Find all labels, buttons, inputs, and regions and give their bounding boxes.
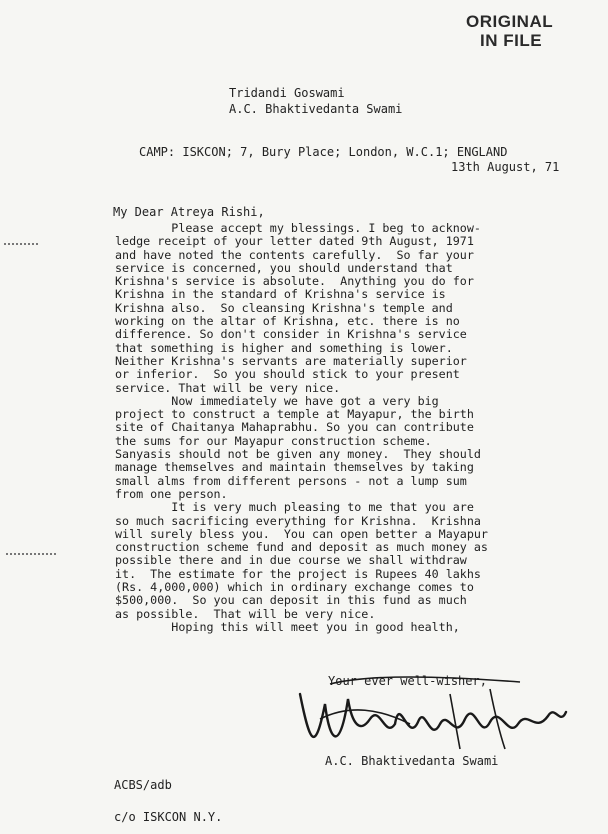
care-of-line: c/o ISKCON N.Y.: [114, 810, 223, 824]
body-line: small alms from different persons - not a lump sum: [115, 473, 467, 488]
body-line: service. That will be very nice.: [115, 380, 341, 395]
body-line: Sanyasis should not be given any money. They should: [115, 447, 481, 462]
body-line: that something is higher and something is lower.: [115, 340, 453, 355]
camp-address: CAMP: ISKCON; 7, Bury Place; London, W.C.1; ENGLAND: [139, 145, 508, 159]
body-line: Krishna in the standard of Krishna's service is: [115, 287, 446, 302]
body-line: It is very much pleasing to me that you are: [115, 500, 474, 515]
body-line: difference. So don't consider in Krishna's service: [115, 327, 467, 342]
body-line: ledge receipt of your letter dated 9th August, 1971: [115, 234, 474, 249]
body-line: site of Chaitanya Mahaprabhu. So you can contribute: [115, 420, 474, 435]
body-line: possible there and in due course we shall withdraw: [115, 553, 467, 568]
typed-signature-name: A.C. Bhaktivedanta Swami: [325, 754, 499, 768]
body-line: will surely bless you. You can open better a Mayapur: [115, 526, 488, 541]
body-line: Krishna also. So cleansing Krishna's temple and: [115, 300, 453, 315]
original-in-file-stamp: [466, 12, 553, 50]
closing: Your ever well-wisher,: [328, 674, 487, 688]
handwritten-signature: [290, 664, 570, 764]
body-line: (Rs. 4,000,000) which in ordinary exchange comes to: [115, 580, 474, 595]
margin-mark: [6, 553, 56, 555]
body-line: Hoping this will meet you in good health,: [115, 619, 460, 634]
body-line: the sums for our Mayapur construction scheme.: [115, 433, 432, 448]
stamp-line-1: ORIGINAL: [466, 12, 554, 31]
body-line: manage themselves and maintain themselves by taking: [115, 460, 474, 475]
letterhead-name: A.C. Bhaktivedanta Swami: [229, 102, 403, 116]
body-line: Neither Krishna's servants are materially superior: [115, 353, 467, 368]
letterhead-title: Tridandi Goswami: [229, 86, 345, 100]
body-line: Please accept my blessings. I beg to acknow-: [115, 221, 481, 235]
body-line: project to construct a temple at Mayapur, the birth: [115, 407, 474, 422]
body-line: or inferior. So you should stick to your present: [115, 367, 460, 382]
body-line: so much sacrificing everything for Krishna. Krishna: [115, 513, 481, 528]
body-line: Now immediately we have got a very big: [115, 393, 439, 408]
reference-initials: ACBS/adb: [114, 778, 172, 792]
body-line: from one person.: [115, 486, 228, 501]
letter-body: [115, 222, 565, 634]
body-line: construction scheme fund and deposit as much money as: [115, 540, 488, 555]
body-line: it. The estimate for the project is Rupees 40 lakhs: [115, 566, 481, 581]
stamp-line-2: IN FILE: [480, 31, 543, 50]
body-line: service is concerned, you should understand that: [115, 260, 453, 275]
body-line: as possible. That will be very nice.: [115, 606, 376, 621]
body-line: Krishna's service is absolute. Anything you do for: [115, 274, 474, 289]
body-line: and have noted the contents carefully. So far your: [115, 247, 474, 262]
margin-mark: [4, 243, 40, 245]
body-line: $500,000. So you can deposit in this fund as much: [115, 593, 467, 608]
salutation: My Dear Atreya Rishi,: [113, 205, 265, 219]
letter-date: 13th August, 71: [451, 160, 560, 174]
body-line: working on the altar of Krishna, etc. there is no: [115, 314, 460, 329]
